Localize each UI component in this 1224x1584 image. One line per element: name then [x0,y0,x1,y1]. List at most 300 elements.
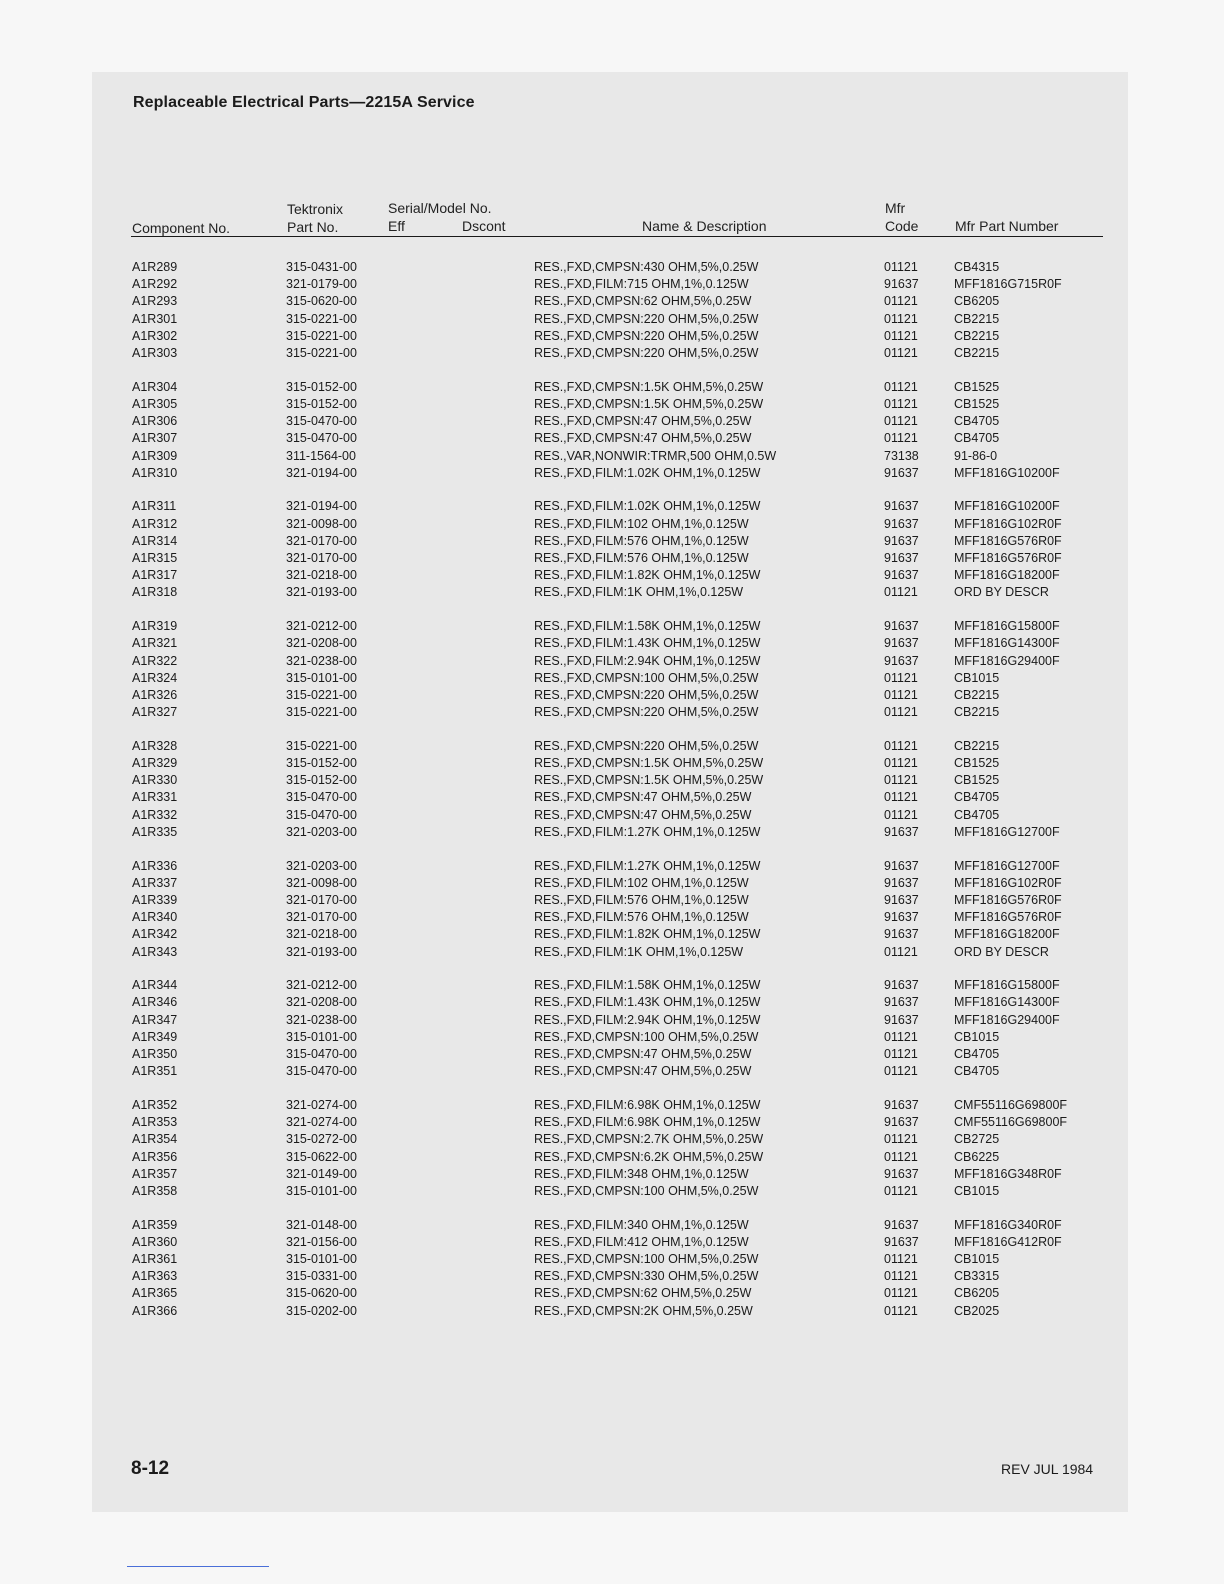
mfr-code: 91637 [884,1012,919,1027]
part-no: 315-0622-00 [286,1149,357,1164]
mfr-code: 91637 [884,927,919,942]
mfr-part-number: MFF1816G576R0F [954,910,1062,925]
table-row [0,739,1224,756]
description: RES.,FXD,FILM:576 OHM,1%,0.125W [534,910,749,925]
description: RES.,FXD,CMPSN:100 OHM,5%,0.25W [534,1183,759,1198]
component-no: A1R343 [132,944,178,959]
part-no: 321-0218-00 [286,568,357,583]
mfr-part-number: MFF1816G15800F [954,619,1060,634]
mfr-code: 01121 [884,396,918,411]
component-no: A1R365 [132,1286,178,1301]
mfr-code: 91637 [884,653,919,668]
part-no: 321-0212-00 [286,978,357,993]
part-no: 315-0101-00 [286,1183,357,1198]
table-row [0,294,1224,311]
mfr-part-number: CB1525 [954,756,1000,770]
mfr-part-number: MFF1816G18200F [954,927,1060,942]
table-row [0,329,1224,346]
mfr-code: 91637 [884,1166,919,1181]
description: RES.,FXD,FILM:1.27K OHM,1%,0.125W [534,824,761,839]
description: RES.,FXD,FILM:102 OHM,1%,0.125W [534,516,749,531]
description: RES.,FXD,CMPSN:1.5K OHM,5%,0.25W [534,396,764,411]
component-no: A1R312 [132,516,178,531]
description: RES.,FXD,CMPSN:47 OHM,5%,0.25W [534,1064,752,1079]
component-no: A1R346 [132,995,178,1010]
mfr-code: 01121 [884,379,918,394]
mfr-part-number: MFF1816G412R0F [954,1234,1062,1249]
mfr-code: 01121 [884,585,918,600]
table-row [0,397,1224,414]
mfr-code: 91637 [884,551,919,565]
mfr-code: 01121 [884,414,918,429]
mfr-code: 01121 [884,1252,918,1266]
component-no: A1R339 [132,892,178,907]
part-no: 315-0470-00 [286,807,357,822]
mfr-code: 01121 [884,944,918,959]
description: RES.,FXD,FILM:1.58K OHM,1%,0.125W [534,978,761,993]
mfr-code: 91637 [884,978,919,993]
component-no: A1R354 [132,1132,178,1147]
component-no: A1R330 [132,773,178,788]
description: RES.,FXD,FILM:1.43K OHM,1%,0.125W [534,636,761,651]
description: RES.,FXD,CMPSN:62 OHM,5%,0.25W [534,294,752,309]
part-no: 321-0274-00 [286,1115,357,1130]
header-serial-model: Serial/Model No. [388,200,492,216]
component-no: A1R356 [132,1149,178,1164]
table-row [0,1235,1224,1252]
mfr-code: 91637 [884,499,919,514]
part-no: 321-0170-00 [286,892,357,907]
component-no: A1R321 [132,636,178,651]
table-row [0,705,1224,722]
component-no: A1R350 [132,1047,178,1061]
mfr-part-number: CB2725 [954,1132,1000,1147]
component-no: A1R361 [132,1252,178,1266]
mfr-code: 91637 [884,910,919,925]
mfr-code: 01121 [884,346,918,360]
part-no: 321-0193-00 [286,585,357,600]
mfr-part-number: CB1525 [954,396,1000,411]
table-row [0,876,1224,893]
description: RES.,FXD,FILM:1.82K OHM,1%,0.125W [534,568,761,583]
description: RES.,FXD,CMPSN:220 OHM,5%,0.25W [534,687,759,702]
part-no: 315-0431-00 [286,260,357,274]
part-no: 315-0620-00 [286,294,357,309]
page-number: 8-12 [131,1458,170,1479]
part-no: 321-0149-00 [286,1166,357,1181]
description: RES.,VAR,NONWIR:TRMR,500 OHM,0.5W [534,448,777,463]
description: RES.,FXD,FILM:715 OHM,1%,0.125W [534,277,749,292]
table-row [0,859,1224,876]
description: RES.,FXD,CMPSN:430 OHM,5%,0.25W [534,260,759,274]
description: RES.,FXD,CMPSN:100 OHM,5%,0.25W [534,670,759,685]
component-no: A1R360 [132,1234,178,1249]
mfr-part-number: CB4705 [954,807,1000,822]
part-no: 321-0098-00 [286,516,357,531]
description: RES.,FXD,CMPSN:330 OHM,5%,0.25W [534,1269,759,1284]
description: RES.,FXD,FILM:1.58K OHM,1%,0.125W [534,619,761,634]
description: RES.,FXD,CMPSN:6.2K OHM,5%,0.25W [534,1149,764,1164]
table-row [0,277,1224,294]
part-no: 321-0238-00 [286,1012,357,1027]
part-no: 315-0101-00 [286,1029,357,1044]
mfr-part-number: MFF1816G12700F [954,824,1060,839]
component-no: A1R337 [132,875,178,890]
description: RES.,FXD,FILM:6.98K OHM,1%,0.125W [534,1097,761,1112]
table-row [0,945,1224,962]
header-tektronix: Tektronix [287,201,344,217]
part-no: 315-0221-00 [286,328,357,343]
table-row [0,1167,1224,1184]
component-no: A1R309 [132,448,178,463]
component-no: A1R349 [132,1029,178,1044]
description: RES.,FXD,FILM:6.98K OHM,1%,0.125W [534,1115,761,1130]
part-no: 315-0202-00 [286,1303,357,1318]
mfr-code: 91637 [884,619,919,634]
component-no: A1R324 [132,670,178,685]
component-no: A1R307 [132,431,178,446]
mfr-part-number: MFF1816G348R0F [954,1166,1062,1181]
mfr-code: 91637 [884,568,919,583]
description: RES.,FXD,FILM:1.27K OHM,1%,0.125W [534,858,761,873]
mfr-part-number: CMF55116G69800F [954,1097,1068,1112]
mfr-part-number: CB1015 [954,670,1000,685]
mfr-code: 91637 [884,824,919,839]
mfr-code: 01121 [884,1132,918,1147]
part-no: 315-0470-00 [286,1064,357,1079]
part-no: 311-1564-00 [286,448,356,463]
component-no: A1R353 [132,1115,178,1130]
mfr-part-number: MFF1816G340R0F [954,1217,1062,1232]
mfr-code: 01121 [884,756,918,770]
component-no: A1R310 [132,465,178,480]
mfr-part-number: CB1525 [954,379,1000,394]
mfr-part-number: MFF1816G29400F [954,1012,1060,1027]
component-no: A1R327 [132,705,178,720]
description: RES.,FXD,FILM:576 OHM,1%,0.125W [534,533,749,548]
table-row [0,893,1224,910]
mfr-code: 01121 [884,687,918,702]
part-no: 321-0170-00 [286,551,357,565]
component-no: A1R342 [132,927,178,942]
part-no: 315-0620-00 [286,1286,357,1301]
component-no: A1R357 [132,1166,178,1181]
part-no: 321-0208-00 [286,995,357,1010]
part-no: 321-0212-00 [286,619,357,634]
table-row [0,1150,1224,1167]
part-no: 315-0101-00 [286,1252,357,1266]
table-row [0,1132,1224,1149]
mfr-code: 01121 [884,294,918,309]
table-row [0,978,1224,995]
description: RES.,FXD,FILM:412 OHM,1%,0.125W [534,1234,749,1249]
revision-date: REV JUL 1984 [1001,1461,1094,1477]
mfr-code: 91637 [884,465,919,480]
description: RES.,FXD,FILM:1.02K OHM,1%,0.125W [534,465,761,480]
component-no: A1R352 [132,1097,178,1112]
mfr-code: 91637 [884,1097,919,1112]
component-no: A1R358 [132,1183,178,1198]
mfr-code: 91637 [884,858,919,873]
mfr-part-number: MFF1816G15800F [954,978,1060,993]
description: RES.,FXD,CMPSN:220 OHM,5%,0.25W [534,311,759,326]
part-no: 315-0331-00 [286,1269,357,1284]
component-no: A1R347 [132,1012,178,1027]
mfr-part-number: MFF1816G10200F [954,499,1060,514]
mfr-part-number: CB4705 [954,790,1000,805]
mfr-code: 01121 [884,790,918,805]
header-mfr: Mfr [885,200,906,216]
table-row [0,1218,1224,1235]
mfr-code: 91637 [884,995,919,1010]
component-no: A1R311 [132,499,177,514]
component-no: A1R336 [132,858,178,873]
table-row [0,449,1224,466]
component-no: A1R366 [132,1303,178,1318]
component-no: A1R303 [132,346,178,360]
mfr-code: 01121 [884,1047,918,1061]
mfr-part-number: MFF1816G576R0F [954,533,1062,548]
component-no: A1R314 [132,533,178,548]
mfr-part-number: CB2215 [954,311,1000,326]
description: RES.,FXD,CMPSN:220 OHM,5%,0.25W [534,346,759,360]
table-row [0,1252,1224,1269]
mfr-part-number: CB4705 [954,414,1000,429]
part-no: 321-0156-00 [286,1234,357,1249]
component-no: A1R351 [132,1064,178,1079]
table-row [0,688,1224,705]
description: RES.,FXD,CMPSN:47 OHM,5%,0.25W [534,431,752,446]
table-row [0,260,1224,277]
table-row [0,1269,1224,1286]
description: RES.,FXD,FILM:576 OHM,1%,0.125W [534,551,749,565]
mfr-code: 01121 [884,1286,918,1301]
table-row [0,380,1224,397]
table-row [0,636,1224,653]
description: RES.,FXD,CMPSN:47 OHM,5%,0.25W [534,790,752,805]
mfr-code: 01121 [884,1149,918,1164]
table-row [0,1064,1224,1081]
description: RES.,FXD,CMPSN:2.7K OHM,5%,0.25W [534,1132,764,1147]
table-row [0,568,1224,585]
description: RES.,FXD,FILM:102 OHM,1%,0.125W [534,875,749,890]
mfr-code: 01121 [884,1183,918,1198]
mfr-code: 01121 [884,670,918,685]
component-no: A1R301 [132,311,178,326]
part-no: 315-0152-00 [286,773,357,788]
component-no: A1R322 [132,653,178,668]
component-no: A1R319 [132,619,178,634]
table-row [0,431,1224,448]
description: RES.,FXD,FILM:1.02K OHM,1%,0.125W [534,499,761,514]
component-no: A1R318 [132,585,178,600]
mfr-code: 01121 [884,1269,918,1284]
component-no: A1R306 [132,414,178,429]
mfr-code: 01121 [884,1029,918,1044]
description: RES.,FXD,FILM:1.43K OHM,1%,0.125W [534,995,761,1010]
mfr-part-number: CB2025 [954,1303,1000,1318]
part-no: 315-0101-00 [286,670,357,685]
part-no: 321-0170-00 [286,533,357,548]
component-no: A1R363 [132,1269,178,1284]
table-row [0,808,1224,825]
component-no: A1R359 [132,1217,178,1232]
description: RES.,FXD,CMPSN:220 OHM,5%,0.25W [534,705,759,720]
table-row [0,773,1224,790]
description: RES.,FXD,CMPSN:1.5K OHM,5%,0.25W [534,379,764,394]
mfr-part-number: CB2215 [954,687,1000,702]
table-row [0,1286,1224,1303]
part-no: 321-0203-00 [286,824,357,839]
description: RES.,FXD,CMPSN:62 OHM,5%,0.25W [534,1286,752,1301]
table-row [0,1115,1224,1132]
mfr-code: 01121 [884,260,918,274]
table-row [0,517,1224,534]
mfr-part-number: MFF1816G102R0F [954,516,1062,531]
part-no: 315-0470-00 [286,414,357,429]
header-component-no: Component No. [132,220,231,236]
table-row [0,1013,1224,1030]
part-no: 315-0470-00 [286,790,357,805]
header-code: Code [885,218,919,234]
component-no: A1R304 [132,379,178,394]
description: RES.,FXD,CMPSN:1.5K OHM,5%,0.25W [534,756,764,770]
table-row [0,466,1224,483]
component-no: A1R315 [132,551,178,565]
mfr-code: 91637 [884,892,919,907]
description: RES.,FXD,CMPSN:100 OHM,5%,0.25W [534,1029,759,1044]
mfr-code: 91637 [884,1234,919,1249]
part-no: 321-0194-00 [286,465,357,480]
mfr-part-number: CB4705 [954,431,1000,446]
mfr-part-number: ORD BY DESCR [954,585,1049,600]
table-row [0,1030,1224,1047]
table-row [0,414,1224,431]
component-no: A1R326 [132,687,178,702]
mfr-part-number: CB6205 [954,1286,1000,1301]
table-row [0,619,1224,636]
description: RES.,FXD,CMPSN:47 OHM,5%,0.25W [534,1047,752,1061]
table-row [0,534,1224,551]
part-no: 321-0203-00 [286,858,357,873]
table-row [0,1304,1224,1321]
table-row [0,312,1224,329]
component-no: A1R335 [132,824,178,839]
mfr-part-number: CB4315 [954,260,1000,274]
table-row [0,654,1224,671]
description: RES.,FXD,CMPSN:220 OHM,5%,0.25W [534,738,759,753]
mfr-part-number: CB2215 [954,705,1000,720]
table-row [0,346,1224,363]
mfr-part-number: MFF1816G576R0F [954,892,1062,907]
part-no: 321-0274-00 [286,1097,357,1112]
component-no: A1R317 [132,568,178,583]
description: RES.,FXD,CMPSN:100 OHM,5%,0.25W [534,1252,759,1266]
part-no: 315-0470-00 [286,1047,357,1061]
header-dscont: Dscont [462,218,506,234]
mfr-code: 01121 [884,807,918,822]
table-row [0,910,1224,927]
table-row [0,551,1224,568]
part-no: 321-0148-00 [286,1217,357,1232]
description: RES.,FXD,FILM:2.94K OHM,1%,0.125W [534,653,761,668]
part-no: 315-0221-00 [286,738,357,753]
component-no: A1R331 [132,790,178,805]
mfr-part-number: MFF1816G18200F [954,568,1060,583]
part-no: 315-0152-00 [286,396,357,411]
mfr-part-number: CB4705 [954,1064,1000,1079]
mfr-part-number: CB6225 [954,1149,1000,1164]
component-no: A1R329 [132,756,178,770]
table-row [0,1184,1224,1201]
description: RES.,FXD,CMPSN:47 OHM,5%,0.25W [534,414,752,429]
component-no: A1R328 [132,738,178,753]
description: RES.,FXD,FILM:576 OHM,1%,0.125W [534,892,749,907]
table-row [0,671,1224,688]
description: RES.,FXD,CMPSN:220 OHM,5%,0.25W [534,328,759,343]
table-row [0,995,1224,1012]
page-title: Replaceable Electrical Parts—2215A Service [133,94,475,111]
header-mfr-part-number: Mfr Part Number [955,218,1059,234]
description: RES.,FXD,FILM:340 OHM,1%,0.125W [534,1217,749,1232]
mfr-code: 01121 [884,328,918,343]
mfr-part-number: MFF1816G14300F [954,636,1060,651]
component-no: A1R302 [132,328,178,343]
mfr-code: 01121 [884,773,918,788]
mfr-part-number: MFF1816G715R0F [954,277,1062,292]
description: RES.,FXD,FILM:2.94K OHM,1%,0.125W [534,1012,761,1027]
component-no: A1R344 [132,978,178,993]
mfr-part-number: CB1015 [954,1183,1000,1198]
table-row [0,1047,1224,1064]
table-row [0,499,1224,516]
table-row [0,1098,1224,1115]
description: RES.,FXD,FILM:1K OHM,1%,0.125W [534,944,744,959]
component-no: A1R340 [132,910,178,925]
mfr-code: 01121 [884,1303,918,1318]
part-no: 321-0179-00 [286,277,357,292]
mfr-part-number: MFF1816G12700F [954,858,1060,873]
part-no: 315-0470-00 [286,431,357,446]
mfr-part-number: 91-86-0 [954,448,998,463]
mfr-code: 91637 [884,533,919,548]
mfr-part-number: CB1015 [954,1252,1000,1266]
mfr-code: 91637 [884,1217,919,1232]
table-row [0,927,1224,944]
part-no: 315-0221-00 [286,687,357,702]
mfr-code: 01121 [884,1064,918,1079]
mfr-part-number: CB4705 [954,1047,1000,1061]
mfr-part-number: CB2215 [954,738,1000,753]
description: RES.,FXD,CMPSN:1.5K OHM,5%,0.25W [534,773,764,788]
part-no: 321-0098-00 [286,875,357,890]
mfr-code: 01121 [884,738,918,753]
part-no: 315-0221-00 [286,346,357,360]
mfr-code: 91637 [884,1115,919,1130]
part-no: 315-0272-00 [286,1132,357,1147]
description: RES.,FXD,FILM:348 OHM,1%,0.125W [534,1166,749,1181]
part-no: 321-0193-00 [286,944,357,959]
component-no: A1R292 [132,277,178,292]
table-row [0,585,1224,602]
mfr-part-number: CB2215 [954,346,1000,360]
mfr-part-number: CB2215 [954,328,1000,343]
part-no: 321-0238-00 [286,653,357,668]
mfr-part-number: MFF1816G29400F [954,653,1060,668]
description: RES.,FXD,CMPSN:47 OHM,5%,0.25W [534,807,752,822]
mfr-code: 91637 [884,636,919,651]
mfr-part-number: CB1015 [954,1029,1000,1044]
